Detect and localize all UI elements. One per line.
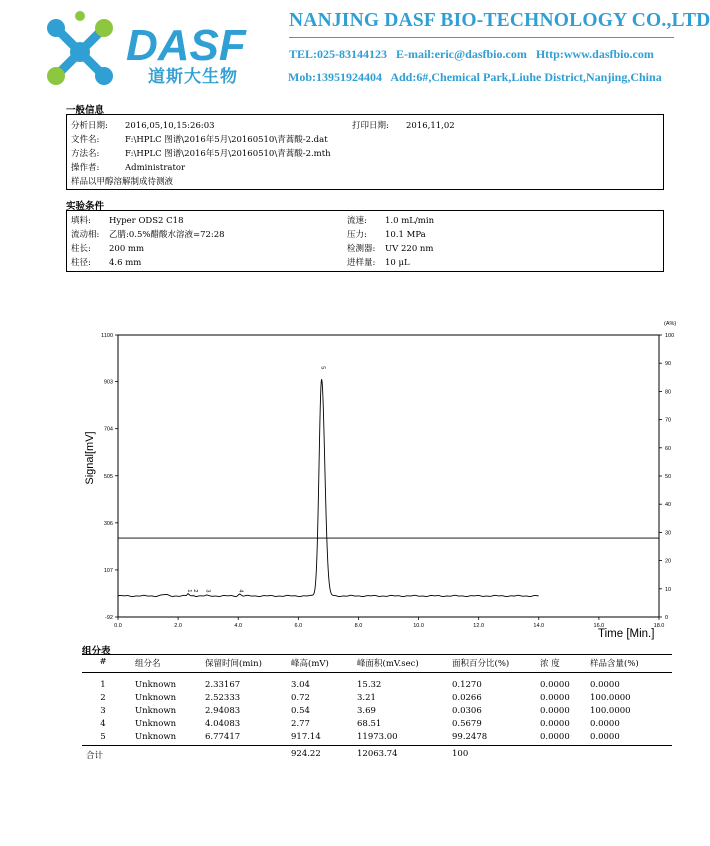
packing-label: 填料: <box>71 216 91 226</box>
results-cell: 0.0000 <box>540 719 570 729</box>
results-title: 组分表 <box>82 646 111 657</box>
company-name-underline <box>289 37 674 38</box>
peak-label: 5 <box>319 366 326 370</box>
peak-label: 3 <box>204 589 211 593</box>
method-label: 方法名: <box>71 149 100 159</box>
email: E-mail:eric@dasfbio.com <box>396 47 527 61</box>
results-cell: Unknown <box>135 732 177 742</box>
x-tick-label: 4.0 <box>234 623 243 629</box>
y2-tick-label: 10 <box>665 586 672 593</box>
results-header-cell: 样品含量(%) <box>590 659 639 669</box>
x-tick-label: 6.0 <box>294 623 303 629</box>
y-tick-label: 1100 <box>101 333 113 339</box>
y2-tick-label: 20 <box>665 558 672 565</box>
results-cell: 3.69 <box>357 706 376 716</box>
plot-frame <box>118 335 659 617</box>
operator: Administrator <box>125 163 186 173</box>
pressure: 10.1 MPa <box>385 230 426 240</box>
column-diameter: 4.6 mm <box>109 258 142 268</box>
operator-label: 操作者: <box>71 163 100 173</box>
results-cell: 0.0000 <box>590 732 620 742</box>
file-path: F:\HPLC 图谱\2016年5月\20160510\青蒿酸-2.dat <box>125 135 328 145</box>
y-tick-label: 704 <box>103 426 113 433</box>
detector-label: 检测器: <box>347 244 376 254</box>
peak-label: 1 <box>186 589 193 593</box>
telephone: TEL:025-83144123 <box>289 47 388 61</box>
flow-rate: 1.0 mL/min <box>385 216 435 226</box>
results-cell: 3.04 <box>291 680 310 690</box>
results-cell: 0.5679 <box>452 719 482 729</box>
results-cell: 5 <box>100 732 106 742</box>
results-cell: Unknown <box>135 719 177 729</box>
total-label: 合计 <box>86 751 104 761</box>
x-tick-label: 2.0 <box>174 623 182 629</box>
results-header-cell: 峰高(mV) <box>291 659 329 669</box>
results-cell: 0.0266 <box>452 693 482 703</box>
y2-tick-label: 90 <box>665 361 672 368</box>
website: Http:www.dasfbio.com <box>535 47 654 61</box>
results-cell: 0.0000 <box>540 732 570 742</box>
analysis-date: 2016,05,10,15:26:03 <box>125 121 215 131</box>
results-cell: 3 <box>100 706 106 716</box>
y2-tick-label: 80 <box>665 389 672 396</box>
logo-chinese-name: 道斯大生物 <box>148 67 238 87</box>
x-axis-label: Time [Min.] <box>598 628 655 640</box>
y2-tick-label: 40 <box>665 502 672 509</box>
y2-axis-label: (A%) <box>664 321 677 327</box>
results-cell: 917.14 <box>291 732 321 742</box>
print-date-label: 打印日期: <box>352 121 389 131</box>
y2-tick-label: 0 <box>665 615 669 621</box>
results-cell: 2 <box>100 693 106 703</box>
column-length: 200 mm <box>109 244 145 254</box>
results-cell: 4.04083 <box>205 719 241 729</box>
results-cell: 0.0306 <box>452 706 482 716</box>
results-cell: 0.1270 <box>452 680 482 690</box>
results-cell: 0.0000 <box>540 693 570 703</box>
results-cell: Unknown <box>135 680 177 690</box>
y2-tick-label: 100 <box>665 333 675 339</box>
results-cell: 0.54 <box>291 706 310 716</box>
results-header-cell: 峰面积(mV.sec) <box>357 659 419 669</box>
results-cell: 15.32 <box>357 680 382 690</box>
x-tick-label: 10.0 <box>413 623 424 629</box>
total-height: 924.22 <box>291 749 321 759</box>
results-cell: Unknown <box>135 693 177 703</box>
y2-tick-label: 30 <box>665 530 672 537</box>
y2-tick-label: 60 <box>665 445 672 452</box>
results-cell: 0.72 <box>291 693 310 703</box>
y2-tick-label: 50 <box>665 474 672 480</box>
results-cell: 0.0000 <box>540 680 570 690</box>
results-cell: 0.0000 <box>590 680 620 690</box>
results-cell: 68.51 <box>357 719 382 729</box>
logo-wordmark: DASF <box>126 21 246 70</box>
mobile: Mob:13951924404 <box>288 70 382 84</box>
results-cell: 1 <box>100 680 106 690</box>
sample-note: 样品以甲醇溶解制成待测液 <box>71 177 174 187</box>
y-tick-label: 107 <box>103 567 113 574</box>
results-cell: 0.0000 <box>590 719 620 729</box>
results-cell: 99.2478 <box>452 732 488 742</box>
results-cell: Unknown <box>135 706 177 716</box>
general-info-box <box>66 114 664 190</box>
y-tick-label: 306 <box>103 520 113 527</box>
y-tick-label: -92 <box>105 615 113 621</box>
results-cell: 2.33167 <box>205 680 241 690</box>
x-tick-label: 16.0 <box>593 623 605 629</box>
results-cell: 100.0000 <box>590 706 631 716</box>
y2-tick-label: 70 <box>665 417 672 424</box>
company-logo <box>38 10 282 90</box>
peak-label: 4 <box>237 589 244 593</box>
contact-line-1 <box>289 47 660 62</box>
contact-line-2 <box>288 70 668 85</box>
results-header-cell: 浓 度 <box>540 659 560 669</box>
mobile-phase: 乙腈:0.5%醋酸水溶液=72:28 <box>109 230 225 240</box>
x-tick-label: 12.0 <box>473 623 485 629</box>
results-header-cell: 面积百分比(%) <box>452 659 510 669</box>
conditions-box <box>66 210 664 272</box>
results-cell: 100.0000 <box>590 693 631 703</box>
x-tick-label: 18.0 <box>653 623 665 629</box>
results-header-divider <box>82 672 672 673</box>
x-tick-label: 0.0 <box>114 623 122 629</box>
results-cell: 3.21 <box>357 693 376 703</box>
y-axis-label: Signal[mV] <box>84 431 96 485</box>
results-cell: 2.77 <box>291 719 310 729</box>
total-percent: 100 <box>452 749 469 759</box>
mobile-phase-label: 流动相: <box>71 230 100 240</box>
y-tick-label: 903 <box>103 379 113 386</box>
results-header-cell: 组分名 <box>135 659 161 669</box>
results-cell: 6.77417 <box>205 732 241 742</box>
x-tick-label: 8.0 <box>354 623 363 629</box>
y-tick-label: 505 <box>103 473 113 480</box>
address: Add:6#,Chemical Park,Liuhe District,Nanjing,China <box>390 70 662 84</box>
results-cell: 2.52333 <box>205 693 241 703</box>
injection-label: 进样量: <box>347 258 376 268</box>
detector: UV 220 nm <box>385 244 434 254</box>
peak-label: 2 <box>191 589 198 593</box>
results-cell: 2.94083 <box>205 706 241 716</box>
method-path: F:\HPLC 图谱\2016年5月\20160510\青蒿酸-2.mth <box>125 149 331 159</box>
results-header-cell: # <box>99 657 107 667</box>
flow-label: 流速: <box>347 216 367 226</box>
conditions-title: 实验条件 <box>66 201 105 212</box>
file-label: 文件名: <box>71 135 100 145</box>
print-date: 2016,11,02 <box>406 121 455 131</box>
x-tick-label: 14.0 <box>533 623 545 629</box>
results-cell: 0.0000 <box>540 706 570 716</box>
packing: Hyper ODS2 C18 <box>109 216 184 226</box>
pressure-label: 压力: <box>347 230 367 240</box>
column-length-label: 柱长: <box>71 244 91 254</box>
signal-trace <box>118 380 539 597</box>
injection-volume: 10 μL <box>385 258 410 268</box>
analysis-date-label: 分析日期: <box>71 121 108 131</box>
results-cell: 11973.00 <box>357 732 398 742</box>
results-header-cell: 保留时间(min) <box>205 659 262 669</box>
results-cell: 4 <box>100 719 106 729</box>
total-area: 12063.74 <box>357 749 398 759</box>
general-info-title: 一般信息 <box>66 105 105 116</box>
company-name: NANJING DASF BIO-TECHNOLOGY CO.,LTD <box>289 10 710 31</box>
column-diameter-label: 柱径: <box>71 258 91 268</box>
